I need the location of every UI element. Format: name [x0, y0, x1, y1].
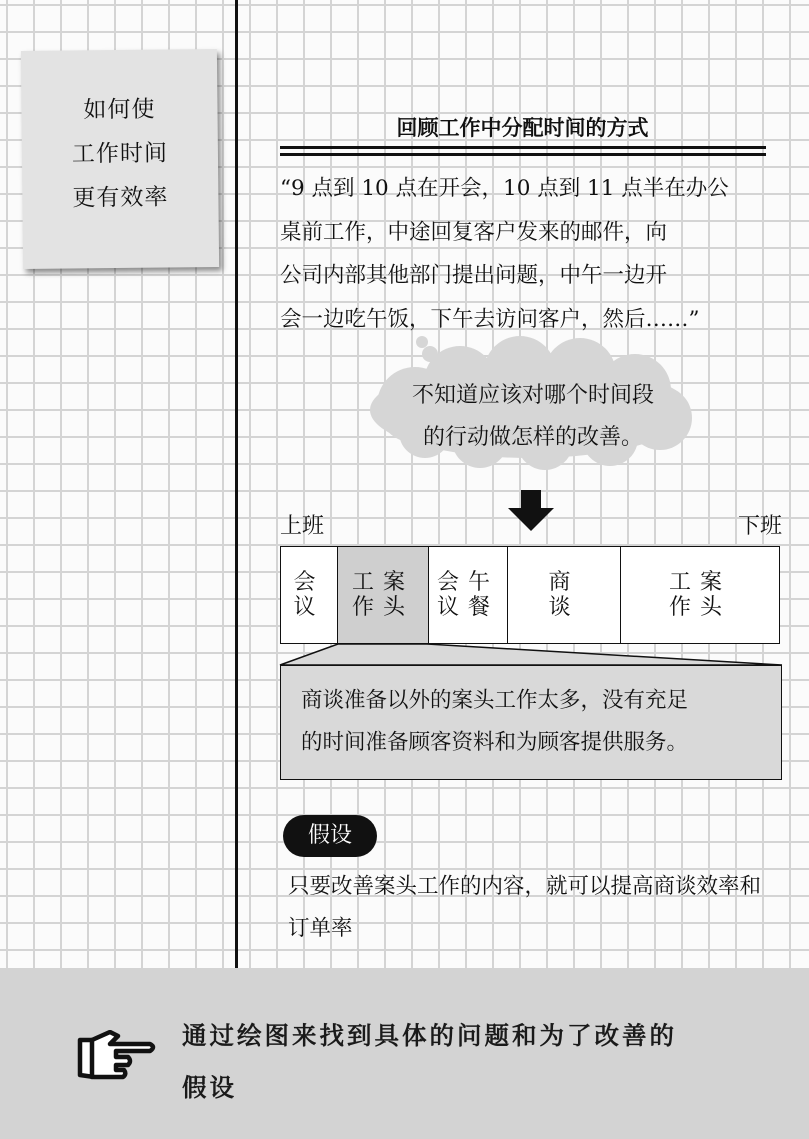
note-line: 如何使: [83, 96, 156, 124]
title-rule-bottom: [280, 153, 766, 156]
start-label: 上班: [280, 514, 325, 539]
schedule-timeline: [280, 546, 780, 644]
segment-label: 商 谈: [548, 570, 580, 620]
quote-line: 公司内部其他部门提出问题，中午一边开: [280, 263, 668, 288]
timeline-segment-lunch-meeting: [429, 547, 508, 643]
note-line: 工作时间: [71, 140, 169, 168]
hypothesis-badge: 假设: [283, 815, 377, 857]
footer-line: 假设: [182, 1073, 237, 1102]
timeline-segment-meeting: [281, 547, 338, 643]
quote-line: 桌前工作，中途回复客户发来的邮件，向: [280, 219, 668, 245]
timeline-segment-deskwork: [621, 547, 779, 643]
footer-text: [182, 1010, 792, 1114]
quote-line: 会一边吃午饭，下午去访问客户，然后……”: [280, 306, 700, 332]
timeline-segment-deskwork-highlight: [338, 547, 429, 643]
quote-block: [280, 167, 772, 341]
down-arrow-icon: [508, 490, 554, 532]
sidebar-note: [21, 49, 219, 269]
title-rule-top: [280, 146, 766, 149]
segment-label: 会午 议餐: [436, 570, 499, 620]
vertical-divider: [235, 0, 238, 968]
callout-line: 的时间准备顾客资料和为顾客提供服务。: [301, 730, 689, 755]
note-line: 更有效率: [72, 184, 169, 212]
zoom-connector: [279, 640, 784, 668]
footer-line: 通过绘图来找到具体的问题和为了改善的: [182, 1021, 677, 1050]
segment-label: 会 议: [293, 570, 325, 620]
timeline-segment-negotiation: [508, 547, 621, 643]
thought-line: 不知道应该对哪个时间段: [411, 383, 654, 408]
segment-label: 工案 作头: [668, 570, 731, 620]
callout-line: 商谈准备以外的案头工作太多，没有充足: [301, 688, 689, 713]
hypothesis-text: 只要改善案头工作的内容，就可以提高商谈效率和订单率: [288, 874, 762, 941]
quote-line: “9 点到 10 点在开会，10 点到 11 点半在办公: [280, 176, 729, 201]
thought-line: 的行动做怎样的改善。: [422, 425, 643, 450]
problem-callout: [280, 665, 782, 780]
pointing-hand-icon: [76, 1030, 158, 1082]
end-label: 下班: [737, 514, 782, 539]
segment-label: 工案 作头: [351, 570, 414, 620]
section-title: 回顾工作中分配时间的方式: [396, 116, 649, 140]
thought-bubble-text: [388, 375, 678, 459]
